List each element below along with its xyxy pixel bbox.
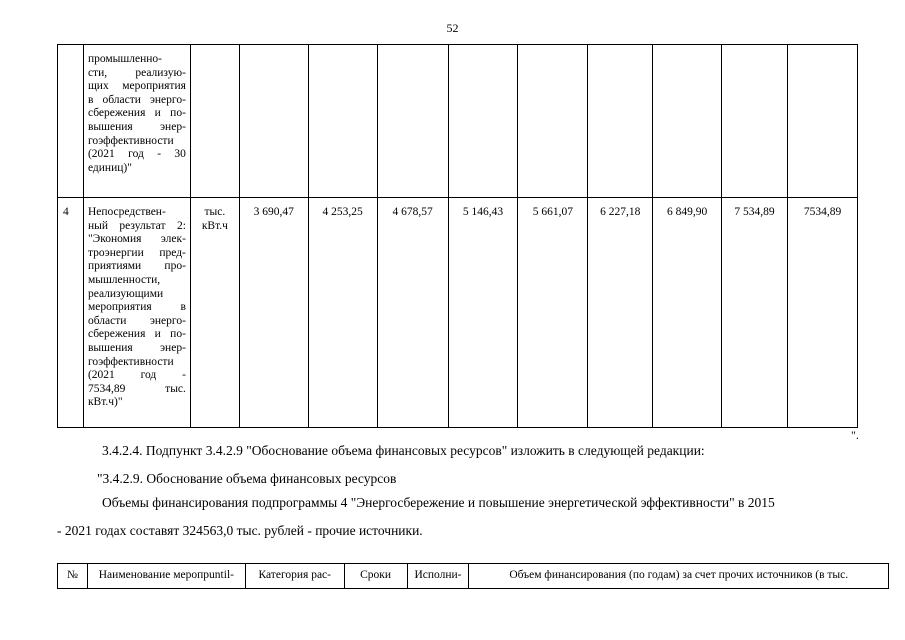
value-cell	[518, 45, 588, 198]
value-cell	[722, 45, 788, 198]
value-cell	[239, 45, 308, 198]
unit-cell	[190, 45, 239, 198]
paragraph-funding-continued: - 2021 годах составят 324563,0 тыс. рублей - прочие источники.	[57, 523, 423, 538]
table-row	[58, 45, 858, 198]
indicator-name-cell	[83, 198, 190, 428]
text-line: кВт.ч)"	[87, 396, 123, 409]
value-cell: 7 534,89	[722, 198, 788, 428]
text-line: (2021 год -	[87, 369, 186, 382]
value-cell	[308, 45, 377, 198]
value-cell: 6 227,18	[588, 198, 653, 428]
text-line: ный результат 2:	[87, 219, 186, 232]
text-line: гоэффективности	[87, 355, 174, 368]
page-number: 52	[446, 21, 459, 35]
text-line: приятиями про-	[87, 260, 186, 273]
text-line: промышленно-	[87, 53, 162, 65]
text-line: 7534,89 тыс.	[87, 382, 186, 395]
text-line: сбережения и по-	[87, 328, 186, 341]
value-cell: 5 146,43	[448, 198, 518, 428]
unit-line: тыс.	[204, 206, 226, 218]
paragraph-funding: Объемы финансирования подпрограммы 4 "Энергосбережение и повышение энергетической эффективности" в 2015	[102, 495, 775, 510]
indicator-name-cell	[83, 45, 190, 198]
column-header: №	[58, 564, 88, 589]
paragraph-amendment: 3.4.2.4. Подпункт 3.4.2.9 "Обоснование объема финансовых ресурсов" изложить в следующей редакции:	[102, 443, 705, 458]
column-header: Наименование меропрuntil-	[87, 564, 245, 589]
text-line: вышения энер-	[87, 341, 186, 354]
text-line: мышленности,	[87, 273, 161, 286]
text-line: гоэффективности	[87, 134, 174, 147]
text-line: единиц)"	[87, 161, 132, 174]
value-cell	[653, 45, 722, 198]
value-cell	[377, 45, 448, 198]
column-header: Категория рас-	[245, 564, 344, 589]
value-cell	[788, 45, 858, 198]
value-cell: 3 690,47	[239, 198, 308, 428]
text-line: области энерго-	[87, 314, 186, 327]
indicators-table	[57, 44, 858, 428]
text-line: мероприятия в	[87, 301, 186, 314]
text-line: Непосредствен-	[87, 206, 166, 218]
column-header: Сроки	[344, 564, 407, 589]
unit-cell	[190, 198, 239, 428]
value-cell: 6 849,90	[653, 198, 722, 428]
text-line: щих мероприятия	[87, 80, 186, 93]
text-line: сти, реализую-	[87, 66, 186, 79]
table-header-row	[58, 564, 889, 589]
column-header: Исполни-	[407, 564, 469, 589]
unit-line: кВт.ч	[201, 219, 228, 232]
paragraph-heading: "3.4.2.9. Обоснование объема финансовых ресурсов	[97, 471, 397, 486]
value-cell: 4 253,25	[308, 198, 377, 428]
value-cell: 7534,89	[788, 198, 858, 428]
table-row	[58, 198, 858, 428]
text-line: троэнергии пред-	[87, 246, 186, 259]
value-cell	[588, 45, 653, 198]
text-line: в области энерго-	[87, 93, 186, 106]
text-line: "Экономия элек-	[87, 233, 186, 246]
financing-table	[57, 563, 889, 589]
text-line: реализующими	[87, 287, 164, 300]
column-header: Объем финансирования (по годам) за счет прочих источников (в тыс.	[469, 564, 889, 589]
text-line: сбережения и по-	[87, 107, 186, 120]
value-cell	[448, 45, 518, 198]
value-cell: 4 678,57	[377, 198, 448, 428]
row-number-cell: 4	[58, 198, 84, 428]
closing-quote: ".	[851, 428, 859, 442]
text-line: (2021 год - 30	[87, 148, 186, 161]
row-number-cell	[58, 45, 84, 198]
value-cell: 5 661,07	[518, 198, 588, 428]
text-line: вышения энер-	[87, 120, 186, 133]
